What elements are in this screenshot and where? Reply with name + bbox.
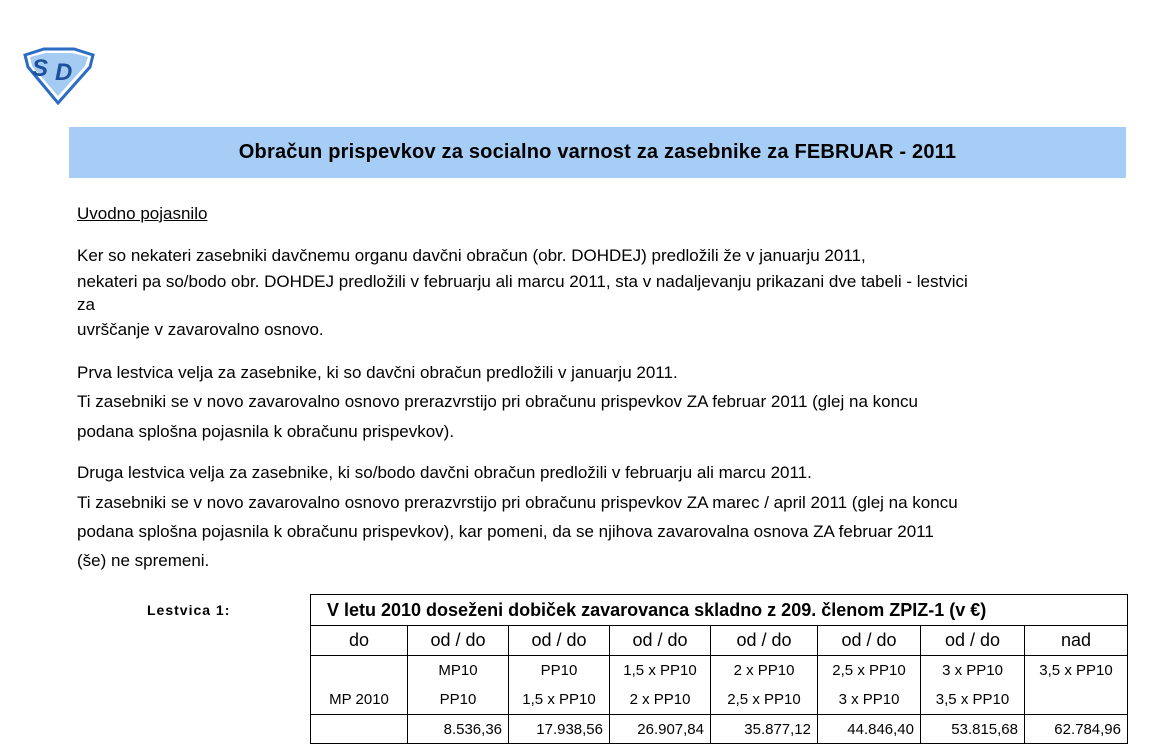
sd-logo-icon (22, 47, 96, 105)
table-cell: 3 x PP10 (921, 656, 1025, 686)
table-cell: 53.815,68 (921, 715, 1025, 744)
header-cell: nad (1025, 626, 1128, 656)
table-cell: 1,5 x PP10 (610, 656, 711, 686)
table-cell (311, 715, 408, 744)
intro-heading: Uvodno pojasnilo (77, 204, 208, 223)
lestvica-1-label: Lestvica 1: (147, 602, 231, 618)
table-cell (1025, 685, 1128, 715)
intro-paragraph-1-line-4: uvrščanje v zavarovalno osnovo. (77, 320, 324, 339)
table-cell: 3,5 x PP10 (921, 685, 1025, 715)
intro-paragraph-3-line-3: podana splošna pojasnila k obračunu prispevkov), kar pomeni, da se njihova zavarovalna osnova ZA februar 2011 (77, 522, 934, 541)
table-cell: 2 x PP10 (610, 685, 711, 715)
table-cell: MP10 (408, 656, 509, 686)
header-cell: od / do (921, 626, 1025, 656)
table-cell: 26.907,84 (610, 715, 711, 744)
table-cell: 2,5 x PP10 (711, 685, 818, 715)
header-cell: od / do (711, 626, 818, 656)
table-cell: 2 x PP10 (711, 656, 818, 686)
page-title: Obračun prispevkov za socialno varnost za zasebnike za FEBRUAR - 2011 (69, 127, 1126, 178)
table-cell: 3 x PP10 (818, 685, 921, 715)
table-title: V letu 2010 doseženi dobiček zavarovanca skladno z 209. členom ZPIZ-1 (v €) (311, 595, 1128, 626)
header-cell: od / do (610, 626, 711, 656)
header-cell: od / do (509, 626, 610, 656)
table-cell: 35.877,12 (711, 715, 818, 744)
table-cell: PP10 (408, 685, 509, 715)
header-cell: od / do (408, 626, 509, 656)
table-cell: 62.784,96 (1025, 715, 1128, 744)
intro-paragraph-1-line-2: nekateri pa so/bodo obr. DOHDEJ predložili v februarju ali marcu 2011, sta v nadaljevanju prikazani dve tabeli - lestvici (77, 272, 968, 291)
table-cell: PP10 (509, 656, 610, 686)
svg-text:S: S (32, 55, 49, 82)
table-cell: 8.536,36 (408, 715, 509, 744)
table-cell (311, 656, 408, 686)
intro-paragraph-3-line-4: (še) ne spremeni. (77, 551, 210, 570)
table-cell: 2,5 x PP10 (818, 656, 921, 686)
table-cell: 1,5 x PP10 (509, 685, 610, 715)
intro-paragraph-3-line-1: Druga lestvica velja za zasebnike, ki so/bodo davčni obračun predložili v februarju ali marcu 2011. (77, 463, 812, 482)
header-cell: od / do (818, 626, 921, 656)
intro-paragraph-2-line-2: Ti zasebniki se v novo zavarovalno osnovo prerazvrstijo pri obračunu prispevkov ZA februar 2011 (glej na koncu (77, 392, 918, 411)
header-cell: do (311, 626, 408, 656)
intro-paragraph-1-line-3: za (77, 295, 95, 314)
table-cell: 17.938,56 (509, 715, 610, 744)
intro-paragraph-2-line-1: Prva lestvica velja za zasebnike, ki so davčni obračun predložili v januarju 2011. (77, 363, 678, 382)
intro-paragraph-2-line-3: podana splošna pojasnila k obračunu prispevkov). (77, 422, 455, 441)
svg-text:D: D (55, 59, 73, 86)
table-cell: MP 2010 (311, 685, 408, 715)
lestvica-1-table (310, 594, 1128, 744)
intro-paragraph-3-line-2: Ti zasebniki se v novo zavarovalno osnovo prerazvrstijo pri obračunu prispevkov ZA marec / april 2011 (glej na koncu (77, 493, 958, 512)
table-cell: 3,5 x PP10 (1025, 656, 1128, 686)
table-cell: 44.846,40 (818, 715, 921, 744)
intro-paragraph-1-line-1: Ker so nekateri zasebniki davčnemu organu davčni obračun (obr. DOHDEJ) predložili že v januarju 2011, (77, 246, 866, 265)
